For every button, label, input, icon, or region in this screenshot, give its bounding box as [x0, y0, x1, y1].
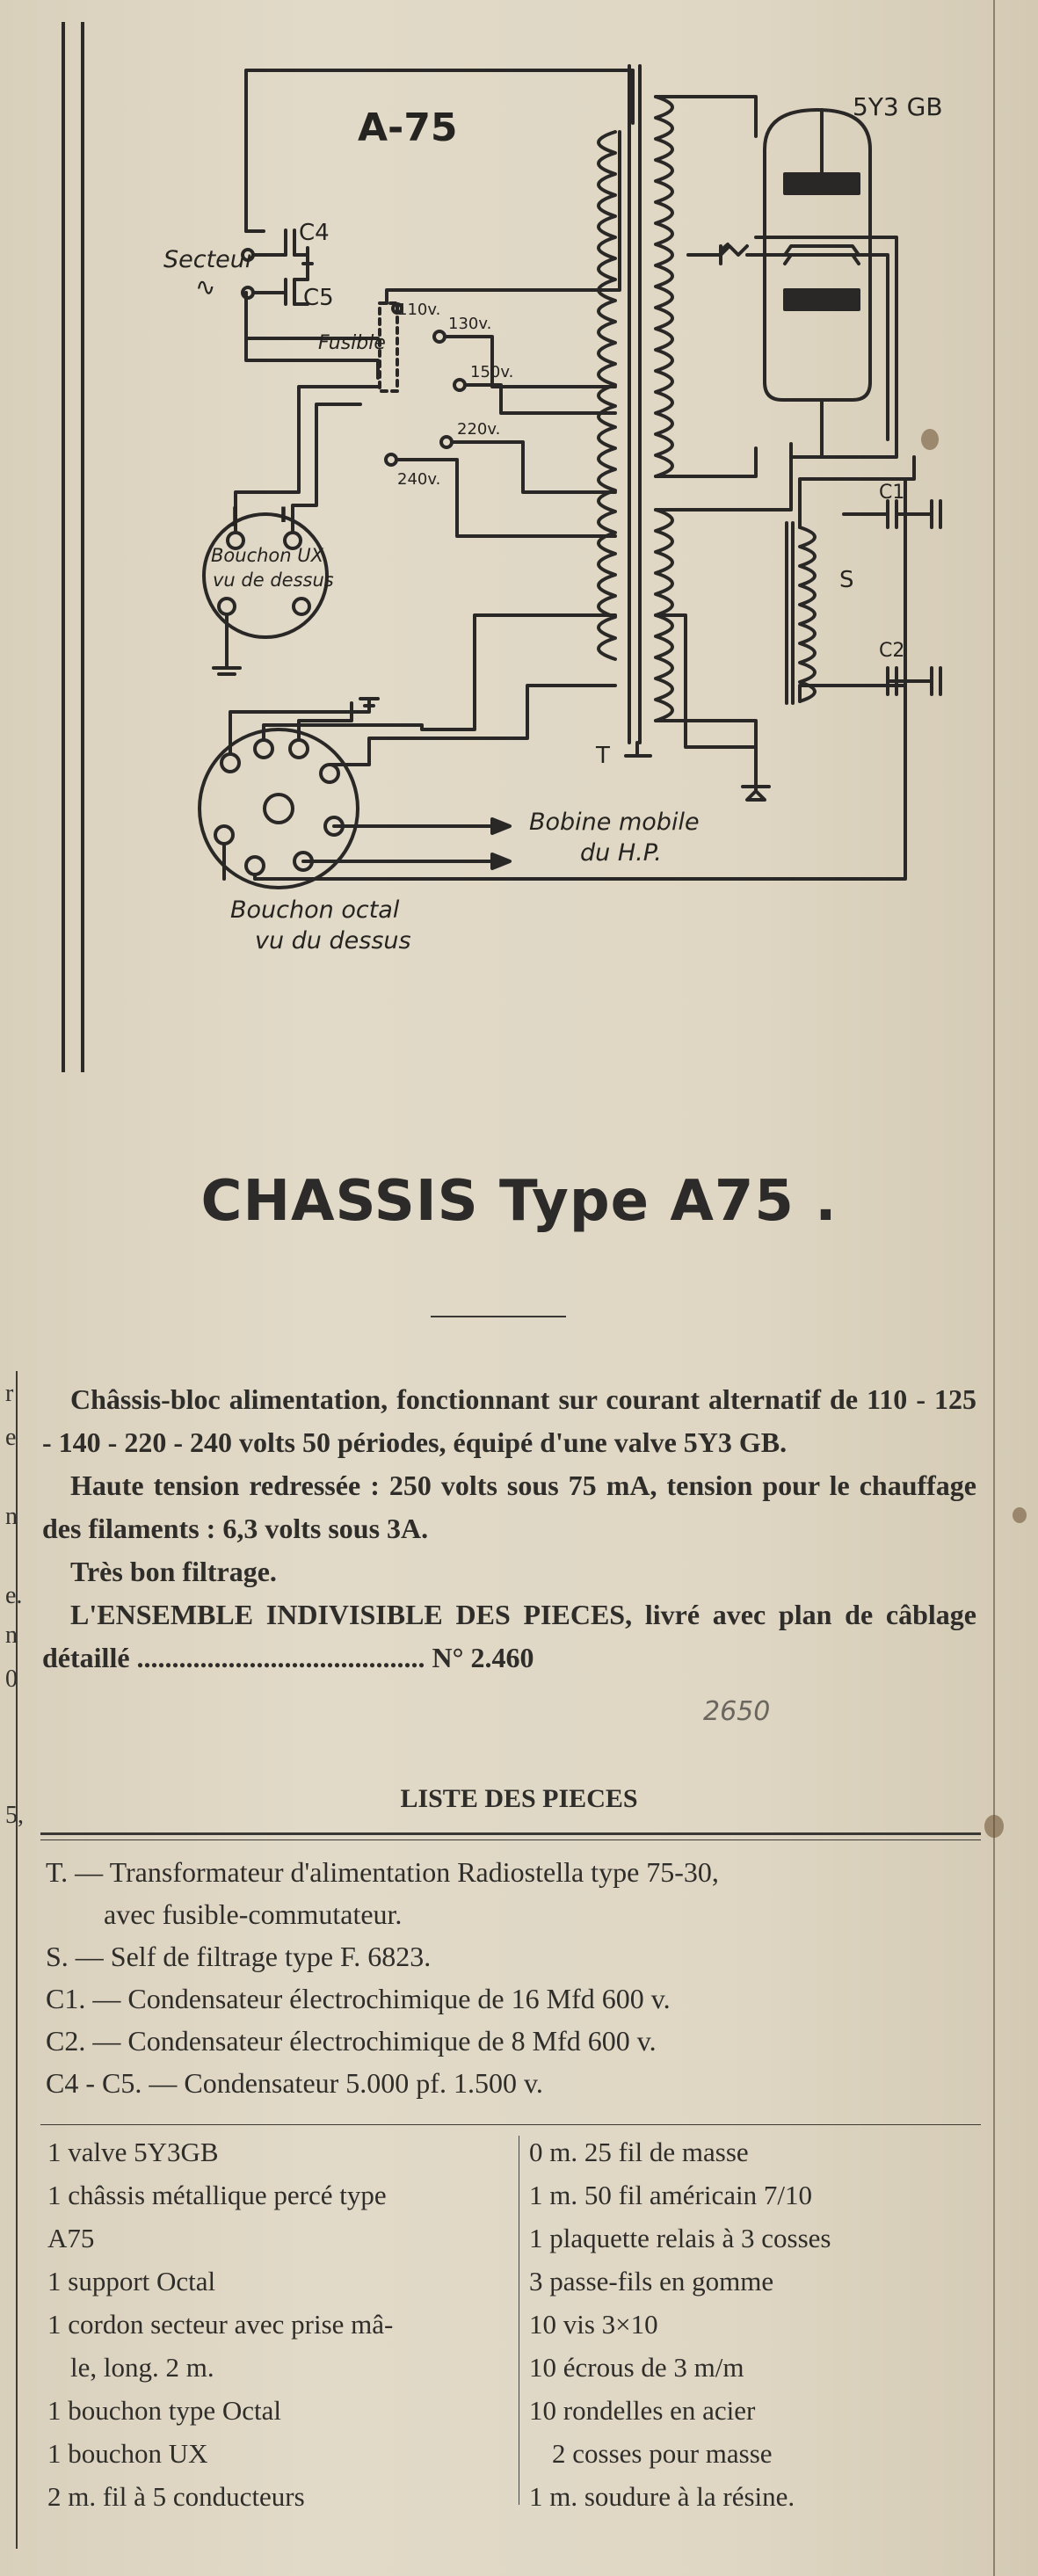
- schematic-c1-label: C1: [879, 482, 905, 504]
- list-item: 10 vis 3×10: [529, 2309, 658, 2340]
- list-item: 2 m. fil à 5 conducteurs: [47, 2481, 305, 2512]
- main-parts-list: [46, 1851, 977, 2104]
- adjacent-text-fragment: e: [5, 1424, 17, 1451]
- adjacent-text-fragment: n: [5, 1503, 18, 1530]
- paper-stain: [921, 429, 939, 450]
- adjacent-text-fragment: r: [5, 1380, 14, 1407]
- list-item: 1 châssis métallique percé type: [47, 2180, 387, 2210]
- parts-list-left-column: [47, 2130, 513, 2518]
- schematic-bobine-label-1: Bobine mobile: [529, 809, 700, 836]
- schematic-c2-label: C2: [879, 640, 905, 662]
- schematic-c4-label: C4: [299, 220, 330, 246]
- schematic-tube-label: 5Y3 GB: [853, 92, 943, 121]
- description-paragraph-filtering: Très bon filtrage.: [70, 1556, 277, 1587]
- chassis-description: [42, 1378, 976, 1680]
- schematic-octal-plug-label-1: Bouchon octal: [230, 896, 400, 924]
- list-item: 1 m. soudure à la résine.: [529, 2481, 795, 2512]
- part-transformer-continued: avec fusible-commutateur.: [104, 1898, 403, 1930]
- adjacent-column-edge: [16, 1371, 18, 2549]
- handwritten-price: 2650: [703, 1696, 771, 1727]
- schematic-secteur-label: Secteur: [163, 246, 256, 273]
- list-item: 1 plaquette relais à 3 cosses: [529, 2223, 831, 2253]
- schematic-transformer-label: T: [596, 743, 610, 769]
- kit-leader-dots: .........................................: [129, 1642, 425, 1673]
- parts-list-rule-thin: [40, 1839, 981, 1840]
- list-item: A75: [47, 2223, 95, 2253]
- list-item: 1 valve 5Y3GB: [47, 2137, 219, 2167]
- paper-stain: [984, 1815, 1004, 1838]
- title-divider: [431, 1316, 566, 1317]
- schematic-c5-label: C5: [303, 285, 334, 311]
- paper-stain: [1013, 1507, 1027, 1523]
- parts-columns-rule: [40, 2124, 981, 2125]
- power-supply-schematic: [0, 0, 1038, 1081]
- list-item: 1 bouchon type Octal: [47, 2395, 282, 2426]
- schematic-ux-i-label: I: [279, 503, 287, 527]
- parts-list-rule-thick: [40, 1832, 981, 1835]
- schematic-model-label: A-75: [358, 105, 458, 150]
- schematic-110v-label: 110v.: [397, 301, 441, 319]
- kit-order-number: N° 2.460: [432, 1642, 534, 1673]
- schematic-240v-label: 240v.: [397, 470, 441, 489]
- schematic-bobine-label-2: du H.P.: [580, 839, 662, 867]
- adjacent-text-fragment: 5,: [5, 1802, 24, 1829]
- schematic-fusible-label: Fusible: [318, 332, 386, 354]
- schematic-150v-label: 150v.: [470, 363, 514, 381]
- page-title: CHASSIS Type A75 .: [200, 1169, 838, 1234]
- schematic-ux-j-label: J: [231, 503, 239, 527]
- list-item: 1 support Octal: [47, 2266, 216, 2297]
- description-paragraph-kit: [42, 1593, 976, 1680]
- list-item: 1 bouchon UX: [47, 2438, 208, 2469]
- list-item: 0 m. 25 fil de masse: [529, 2137, 749, 2167]
- part-c1: C1. — Condensateur électrochimique de 16 Mfd 600 v.: [46, 1983, 671, 2014]
- list-item: le, long. 2 m.: [70, 2352, 214, 2383]
- schematic-octal-plug-label-2: vu du dessus: [255, 927, 411, 954]
- adjacent-text-fragment: e.: [5, 1582, 23, 1609]
- list-item: 1 cordon secteur avec prise mâ-: [47, 2309, 394, 2340]
- schematic-130v-label: 130v.: [448, 315, 492, 333]
- schematic-ux-plug-label-2: vu de dessus: [213, 570, 334, 591]
- part-c2: C2. — Condensateur électrochimique de 8 Mfd 600 v.: [46, 2025, 657, 2057]
- list-item: 2 cosses pour masse: [552, 2438, 773, 2469]
- parts-list-title: LISTE DES PIECES: [400, 1784, 638, 1813]
- part-transformer: T. — Transformateur d'alimentation Radiostella type 75-30,: [46, 1856, 719, 1888]
- description-paragraph-supply: Châssis-bloc alimentation, fonctionnant sur courant alternatif de 110 - 125 - 140 - 220 - 240 volts 50 périodes, équipé d'une valve 5Y3 GB.: [42, 1383, 976, 1458]
- part-self: S. — Self de filtrage type F. 6823.: [46, 1941, 432, 1972]
- list-item: 10 rondelles en acier: [529, 2395, 756, 2426]
- schematic-mains-symbol: ∿: [195, 272, 216, 301]
- schematic-self-label: S: [839, 567, 854, 593]
- adjacent-text-fragment: n: [5, 1622, 18, 1649]
- part-c4-c5: C4 - C5. — Condensateur 5.000 pf. 1.500 v.: [46, 2067, 543, 2099]
- adjacent-text-fragment: 0: [5, 1665, 18, 1693]
- list-item: 3 passe-fils en gomme: [529, 2266, 774, 2297]
- list-item: 10 écrous de 3 m/m: [529, 2352, 744, 2383]
- description-paragraph-voltage: Haute tension redressée : 250 volts sous 75 mA, tension pour le chauffage des filaments : 6,3 volts sous 3A.: [42, 1469, 976, 1544]
- parts-list-right-column: [529, 2130, 986, 2518]
- kit-description: L'ENSEMBLE INDIVISIBLE DES PIECES, livré avec plan de câblage détaillé: [42, 1599, 976, 1673]
- list-item: 1 m. 50 fil américain 7/10: [529, 2180, 812, 2210]
- schematic-ux-plug-label-1: Bouchon UX: [211, 545, 324, 566]
- schematic-220v-label: 220v.: [457, 420, 501, 439]
